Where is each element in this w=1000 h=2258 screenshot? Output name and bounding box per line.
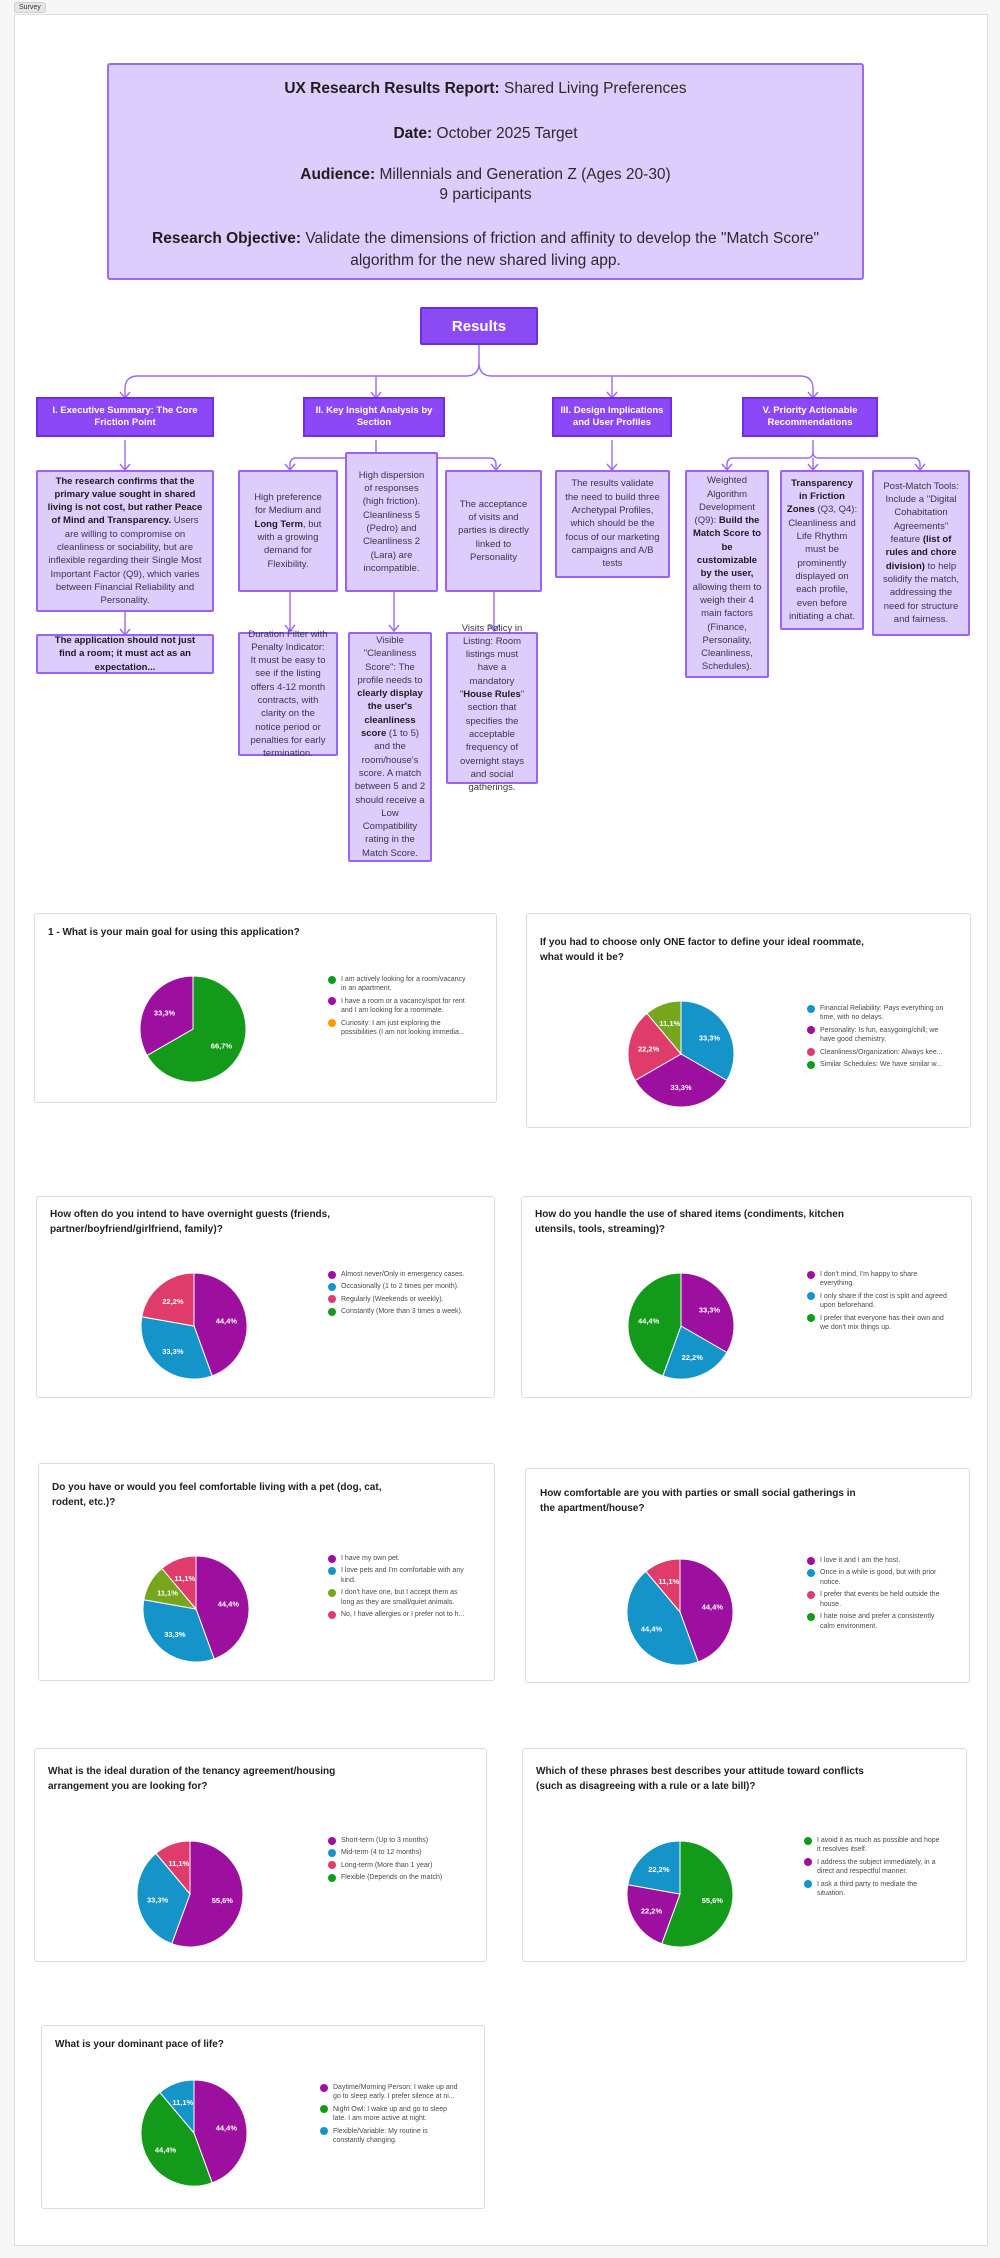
pie-value-label: 22,2% [640, 1906, 663, 1916]
legend-item[interactable] [328, 975, 468, 994]
rec2-b: Transparency in Friction Zones [786, 477, 853, 516]
legend-item[interactable] [328, 1554, 468, 1563]
legend-item[interactable] [320, 2083, 460, 2102]
legend-swatch [807, 1048, 815, 1056]
legend-swatch [328, 1019, 336, 1027]
legend-swatch [328, 1849, 336, 1857]
pie-value-label: 44,4% [215, 2123, 238, 2133]
survey-tab[interactable]: Survey [14, 2, 46, 13]
ins3b-a: Visits Policy in Listing: Room listings must have a mandatory " [459, 622, 523, 701]
legend-label: I only share if the cost is split and agreed upon beforehand. [820, 1292, 947, 1310]
rec2-c: (Q3, Q4): Cleanliness and Life Rhythm must be prominently displayed on each profile, even before initiating a chat. [788, 504, 858, 622]
header-objective: Validate the dimensions of friction and affinity to develop the "Match Score" algorithm for the new shared living app. [301, 230, 819, 270]
rec1-b: Build the Match Score to be customizable by the user, [692, 515, 762, 580]
ins1-a: High preference for Medium and [254, 492, 322, 517]
rec3-b: (list of rules and chore division) [885, 534, 957, 572]
header-title-label: UX Research Results Report: [284, 80, 500, 97]
chart-question-title: What is the ideal duration of the tenancy agreement/housing arrangement you are looking for? [48, 1766, 336, 1792]
pie-value-label: 11,1% [172, 2098, 194, 2108]
section-executive-summary[interactable]: I. Executive Summary: The Core Friction Point [36, 397, 214, 437]
legend-item[interactable] [807, 1026, 947, 1045]
legend-swatch [807, 1271, 815, 1279]
chart-legend [328, 975, 468, 1041]
legend-label: I hate noise and prefer a consistently calm environment. [820, 1613, 935, 1630]
legend-label: Flexible/Variable: My routine is constantly changing. [333, 2127, 428, 2145]
pie-value-label: 44,4% [217, 1599, 240, 1609]
legend-item[interactable] [328, 1307, 468, 1316]
legend-label: Constantly (More than 3 times a week). [341, 1308, 463, 1316]
legend-label: I have my own pet. [341, 1555, 400, 1562]
pie-value-label: 44,4% [154, 2145, 177, 2155]
legend-item[interactable] [328, 1861, 468, 1870]
chart-legend [328, 1554, 468, 1623]
pie-value-label: 11,1% [659, 1019, 681, 1029]
card-rec-weighted-algorithm [685, 470, 769, 678]
legend-swatch [320, 2105, 328, 2113]
legend-swatch [328, 997, 336, 1005]
pie-value-label: 44,4% [637, 1316, 660, 1326]
card-exec-summary [36, 470, 214, 612]
chart-legend [320, 2083, 460, 2149]
legend-label: Flexible (Depends on the match) [341, 1874, 443, 1882]
legend-swatch [804, 1837, 812, 1845]
legend-item[interactable] [807, 1568, 947, 1587]
pie-chart [626, 999, 736, 1109]
legend-label: Financial Reliability: Pays everything on time, with no delays. [820, 1005, 944, 1022]
chart-question-title: Do you have or would you feel comfortable living with a pet (dog, cat, rodent, etc.)? [52, 1482, 382, 1508]
chart-legend [328, 1270, 468, 1320]
legend-label: I have a room or a vacancy/spot for rent and I am looking for a roommate. [341, 997, 465, 1015]
legend-label: I prefer that events be held outside the house. [820, 1591, 940, 1608]
pie-value-label: 22,2% [162, 1296, 184, 1306]
legend-item[interactable] [807, 1048, 947, 1057]
legend-swatch [807, 1061, 815, 1069]
pie-value-label: 44,4% [215, 1316, 238, 1326]
legend-item[interactable] [320, 2127, 460, 2146]
legend-item[interactable] [328, 1566, 468, 1585]
section-key-insight[interactable]: II. Key Insight Analysis by Section [303, 397, 445, 437]
header-audience: Millennials and Generation Z (Ages 20-30) [375, 166, 671, 183]
legend-label: I love pets and I'm comfortable with any kind. [341, 1567, 464, 1584]
chart-question-title: How do you handle the use of shared items (condiments, kitchen utensils, tools, streaming)? [535, 1209, 844, 1235]
legend-swatch [804, 1858, 812, 1866]
legend-label: I ask a third party to mediate the situation. [817, 1880, 917, 1898]
card-rec-transparency [780, 470, 864, 630]
card-rec-post-match [872, 470, 970, 636]
header-participants: 9 participants [439, 186, 532, 203]
ins1-b: Long Term [254, 518, 303, 530]
chart-legend [807, 1556, 947, 1634]
pie-value-label: 44,4% [701, 1602, 724, 1612]
rec1-a: Weighted Algorithm Development (Q9): [694, 475, 755, 527]
legend-label: I prefer that everyone has their own and we don't mix things up. [820, 1314, 944, 1332]
rec1-c: allowing them to weigh their 4 main factors (Finance, Personality, Cleanliness, Schedules). [692, 581, 762, 673]
pie-chart [141, 1554, 251, 1664]
pie-value-label: 11,1% [168, 1859, 190, 1869]
legend-item[interactable] [804, 1880, 944, 1899]
card-duration-filter: Duration Filter with Penalty Indicator: It must be easy to see if the listing offers 4-12 month contracts, with clarity on the notice period or penalties for early termination. [238, 632, 338, 756]
pie-value-label: 33,3% [146, 1895, 169, 1905]
legend-swatch [320, 2127, 328, 2135]
header-date: October 2025 Target [432, 125, 578, 142]
legend-item[interactable] [328, 1848, 468, 1857]
legend-swatch [328, 1308, 336, 1316]
report-header [107, 63, 864, 280]
legend-label: Short-term (Up to 3 months) [341, 1837, 429, 1844]
chart-legend [807, 1270, 947, 1336]
legend-swatch [804, 1880, 812, 1888]
legend-label: I am actively looking for a room/vacancy in an apartment. [341, 976, 466, 993]
pie-value-label: 33,3% [698, 1033, 721, 1043]
legend-swatch [807, 1569, 815, 1577]
pie-value-label: 33,3% [153, 1008, 176, 1018]
legend-swatch [328, 1874, 336, 1882]
pie-value-label: 33,3% [670, 1082, 692, 1092]
pie-value-label: 11,1% [174, 1574, 196, 1584]
legend-swatch [328, 1611, 336, 1619]
card-visits-policy [446, 622, 538, 794]
legend-label: Long-term (More than 1 year) [341, 1861, 433, 1869]
legend-swatch [328, 1283, 336, 1291]
legend-item[interactable] [807, 1556, 947, 1565]
chart-question-title: How often do you intend to have overnight guests (friends, partner/boyfriend/girlfriend, family)? [50, 1209, 331, 1235]
pie-value-label: 33,3% [164, 1630, 186, 1640]
legend-label: I love it and I am the host. [820, 1557, 901, 1564]
legend-item[interactable] [328, 1270, 468, 1279]
section-design-implications[interactable]: III. Design Implications and User Profiles [552, 397, 672, 437]
pie-value-label: 22,2% [637, 1044, 660, 1054]
ins3b-b: House Rules [463, 689, 521, 701]
legend-swatch [328, 1555, 336, 1563]
header-audience-label: Audience: [300, 166, 376, 183]
legend-swatch [807, 1026, 815, 1034]
ins3b-c: " section that specifies the acceptable frequency of overnight stays and social gatherings. [460, 689, 525, 794]
pie-chart [138, 974, 248, 1084]
chart-question-title: 1 - What is your main goal for using this application? [48, 927, 300, 938]
legend-swatch [807, 1005, 815, 1013]
legend-swatch [328, 1295, 336, 1303]
pie-value-label: 22,2% [648, 1864, 670, 1874]
legend-item[interactable] [328, 1295, 468, 1304]
chart-legend [328, 1836, 468, 1886]
legend-swatch [807, 1557, 815, 1565]
card-insight-duration [238, 470, 338, 592]
legend-item[interactable] [328, 997, 468, 1016]
ins2b-a: Visible "Cleanliness Score": The profile needs to [357, 634, 423, 686]
pie-value-label: 11,1% [157, 1588, 178, 1598]
chart-question-title: Which of these phrases best describes your attitude toward conflicts (such as disagreeing with a rule or a late bill)? [536, 1766, 864, 1792]
legend-swatch [328, 1837, 336, 1845]
pie-value-label: 11,1% [658, 1577, 680, 1587]
chart-question-title: If you had to choose only ONE factor to define your ideal roommate, what would it be? [540, 937, 864, 963]
pie-chart [139, 2078, 249, 2188]
legend-item[interactable] [807, 1004, 947, 1023]
legend-label: Similar Schedules: We have similar w... [820, 1061, 943, 1069]
pie-value-label: 66,7% [210, 1041, 233, 1051]
legend-swatch [328, 1271, 336, 1279]
ins1-c: , but with a growing demand for Flexibility. [257, 518, 322, 570]
legend-label: Cleanliness/Organization: Always kee... [820, 1048, 943, 1056]
legend-item[interactable] [807, 1590, 947, 1609]
pie-value-label: 55,6% [701, 1895, 723, 1905]
legend-label: Night Owl: I wake up and go to sleep late. I am more active at night. [333, 2105, 448, 2123]
legend-item[interactable] [807, 1060, 947, 1069]
rec3-a: Post-Match Tools: Include a "Digital Cohabitation Agreements" feature [883, 480, 959, 546]
legend-label: Daytime/Morning Person: I wake up and go to sleep early. I prefer silence at ni... [333, 2084, 458, 2101]
legend-item[interactable] [804, 1858, 944, 1877]
legend-item[interactable] [328, 1019, 468, 1038]
legend-item[interactable] [807, 1270, 947, 1289]
legend-item[interactable] [328, 1610, 468, 1619]
header-title: Shared Living Preferences [499, 80, 687, 97]
legend-label: Regularly (Weekends or weekly). [341, 1295, 444, 1303]
card-cleanliness-score [348, 632, 432, 862]
legend-item[interactable] [807, 1292, 947, 1311]
legend-swatch [807, 1613, 815, 1621]
legend-swatch [320, 2084, 328, 2092]
legend-item[interactable] [328, 1282, 468, 1291]
legend-item[interactable] [328, 1588, 468, 1607]
legend-swatch [807, 1292, 815, 1300]
legend-label: Personality: Is fun, easygoing/chill; we have good chemistry. [820, 1026, 939, 1044]
card-exec-expectation: The application should not just find a room; it must act as an expectation... [36, 634, 214, 674]
pie-value-label: 33,3% [162, 1347, 184, 1357]
legend-label: Mid-term (4 to 12 months) [341, 1849, 422, 1857]
exec-summary-bold: The research confirms that the primary value sought in shared living is not cost, but rather Peace of Mind and Transparency. [47, 475, 203, 527]
legend-item[interactable] [320, 2105, 460, 2124]
legend-label: I address the subject immediately, in a direct and respectful manner. [817, 1858, 936, 1876]
legend-label: Occasionally (1 to 2 times per month). [341, 1283, 459, 1291]
pie-chart [625, 1839, 735, 1949]
ins2b-c: (1 to 5) and the room/house's score. A match between 5 and 2 should receive a Low Compatibility rating in the Match Score. [354, 728, 426, 859]
section-priority-recommendations[interactable]: V. Priority Actionable Recommendations [742, 397, 878, 437]
pie-chart [625, 1557, 735, 1667]
pie-chart [626, 1271, 736, 1381]
chart-question-title: How comfortable are you with parties or small social gatherings in the apartment/house? [540, 1488, 856, 1514]
legend-item[interactable] [328, 1836, 468, 1845]
pie-value-label: 55,6% [211, 1895, 233, 1905]
legend-label: Once in a while is good, but with prior notice. [820, 1569, 937, 1586]
legend-label: Curiosity: I am just exploring the possibilities (I am not looking immedia... [341, 1019, 465, 1037]
legend-item[interactable] [328, 1873, 468, 1882]
header-objective-label: Research Objective: [152, 230, 302, 247]
results-node[interactable]: Results [420, 307, 538, 345]
legend-label: I don't have one, but I accept them as long as they are small/quiet animals. [341, 1589, 458, 1606]
legend-label: I don't mind, I'm happy to share everything. [820, 1271, 918, 1288]
legend-swatch [807, 1314, 815, 1322]
chart-question-title: What is your dominant pace of life? [55, 2039, 224, 2050]
pie-chart [139, 1271, 249, 1381]
legend-item[interactable] [807, 1612, 947, 1631]
chart-legend [804, 1836, 944, 1902]
pie-value-label: 22,2% [681, 1352, 703, 1362]
ins2b-b: clearly display the user's cleanliness score [357, 688, 423, 740]
legend-item[interactable] [804, 1836, 944, 1855]
legend-label: Almost never/Only in emergency cases. [341, 1271, 465, 1278]
chart-legend [807, 1004, 947, 1073]
exec-summary-text: Users are willing to compromise on cleanliness or sociability, but are inflexible regarding their Single Most Important Factor (Q9), which varies between Financial Reliability and Personality. [48, 515, 202, 607]
pie-value-label: 33,3% [698, 1305, 721, 1315]
header-date-label: Date: [393, 125, 433, 142]
legend-swatch [328, 1589, 336, 1597]
card-design-profiles: The results validate the need to build three Archetypal Profiles, which should be the focus of our marketing campaigns and A/B tests [555, 470, 670, 578]
legend-label: I avoid it as much as possible and hope it resolves itself. [817, 1837, 940, 1854]
card-insight-cleanliness: High dispersion of responses (high friction). Cleanliness 5 (Pedro) and Cleanliness 2 (Lara) are incompatible. [345, 452, 438, 592]
legend-swatch [807, 1591, 815, 1599]
pie-value-label: 44,4% [640, 1624, 663, 1634]
legend-swatch [328, 1567, 336, 1575]
legend-swatch [328, 1861, 336, 1869]
card-insight-visits: The acceptance of visits and parties is directly linked to Personality [445, 470, 542, 592]
legend-item[interactable] [807, 1314, 947, 1333]
pie-chart [135, 1839, 245, 1949]
legend-label: No, I have allergies or I prefer not to h... [341, 1611, 465, 1619]
legend-swatch [328, 976, 336, 984]
rec3-c: to help solidify the match, addressing the need for structure and fairness. [882, 560, 960, 625]
